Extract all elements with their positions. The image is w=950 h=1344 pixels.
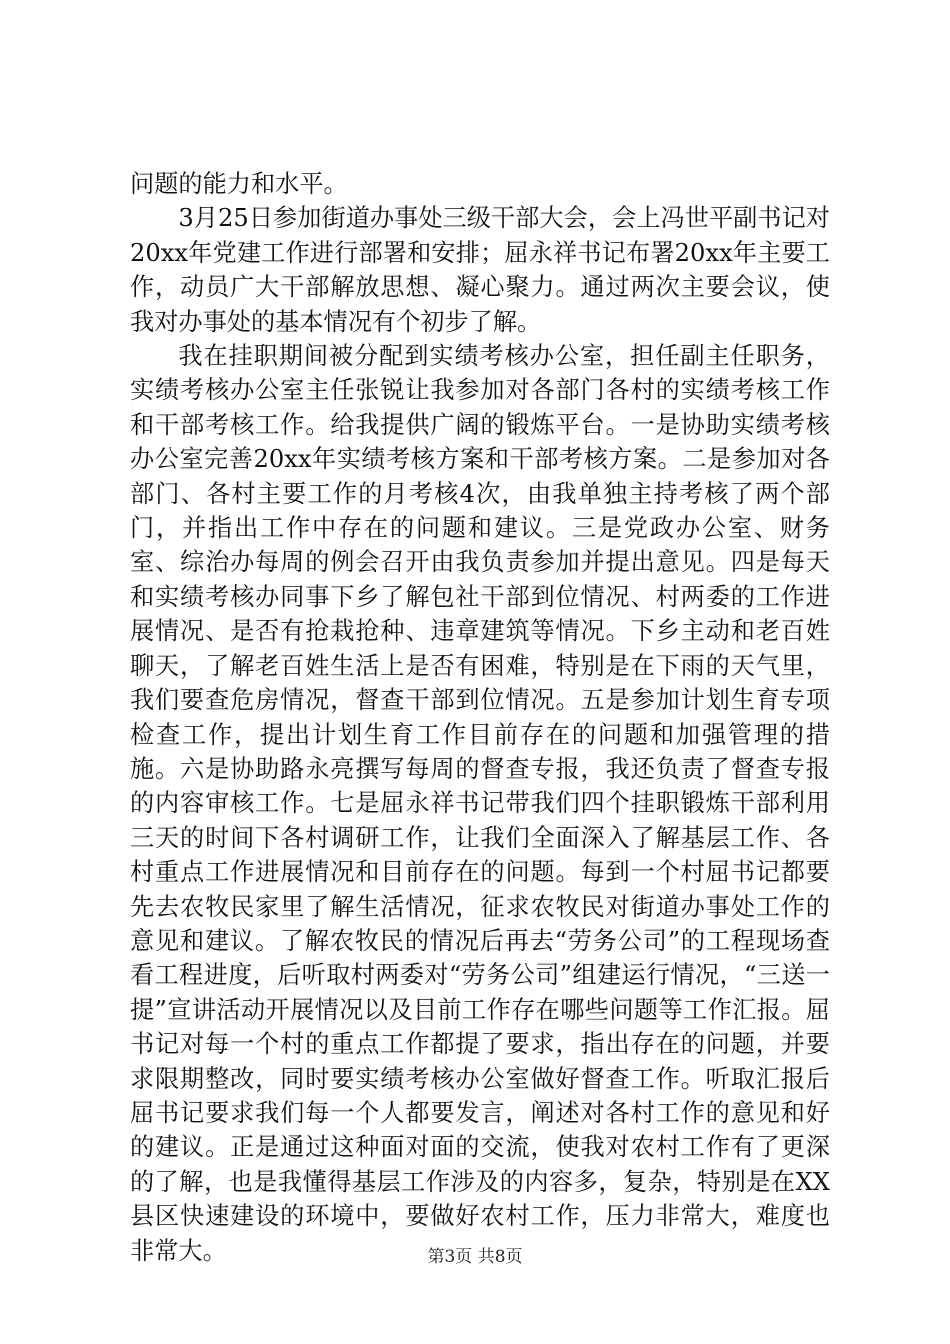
document-body (130, 167, 830, 1268)
paragraph-meeting: 3月25日参加街道办事处三级干部大会，会上冯世平副书记对20xx年党建工作进行部署和安排；屈永祥书记布署20xx年主要工作，动员广大干部解放思想、凝心聚力。通过两次主要会议，使我对办事处的基本情况有个初步了解。 (130, 204, 830, 336)
paragraph-continuation: 问题的能力和水平。 (130, 170, 348, 198)
paragraph-assignment: 我在挂职期间被分配到实绩考核办公室，担任副主任职务，实绩考核办公室主任张锐让我参加对各部门各村的实绩考核工作和干部考核工作。给我提供广阔的锻炼平台。一是协助实绩考核办公室完善20xx年实绩考核方案和干部考核方案。二是参加对各部门、各村主要工作的月考核4次，由我单独主持考核了两个部门，并指出工作中存在的问题和建议。三是党政办公室、财务室、综治办每周的例会召开由我负责参加并提出意见。四是每天和实绩考核办同事下乡了解包社干部到位情况、村两委的工作进展情况、是否有抢栽抢种、违章建筑等情况。下乡主动和老百姓聊天，了解老百姓生活上是否有困难，特别是在下雨的天气里，我们要查危房情况，督查干部到位情况。五是参加计划生育专项检查工作，提出计划生育工作目前存在的问题和加强管理的措施。六是协助路永亮撰写每周的督查专报，我还负责了督查专报的内容审核工作。七是屈永祥书记带我们四个挂职锻炼干部利用三天的时间下各村调研工作，让我们全面深入了解基层工作、各村重点工作进展情况和目前存在的问题。每到一个村屈书记都要先去农牧民家里了解生活情况，征求农牧民对街道办事处工作的意见和建议。了解农牧民的情况后再去“劳务公司”的工程现场查看工程进度，后听取村两委对“劳务公司”组建运行情况，“三送一提”宣讲活动开展情况以及目前工作存在哪些问题等工作汇报。屈书记对每一个村的重点工作都提了要求，指出存在的问题，并要求限期整改，同时要实绩考核办公室做好督查工作。听取汇报后屈书记要求我们每一个人都要发言，阐述对各村工作的意见和好的建议。正是通过这种面对面的交流，使我对农村工作有了更深的了解，也是我懂得基层工作涉及的内容多，复杂，特别是在XX县区快速建设的环境中，要做好农村工作，压力非常大，难度也非常大。 (130, 342, 830, 1265)
page-number-footer: 第3页 共8页 (427, 1247, 523, 1267)
